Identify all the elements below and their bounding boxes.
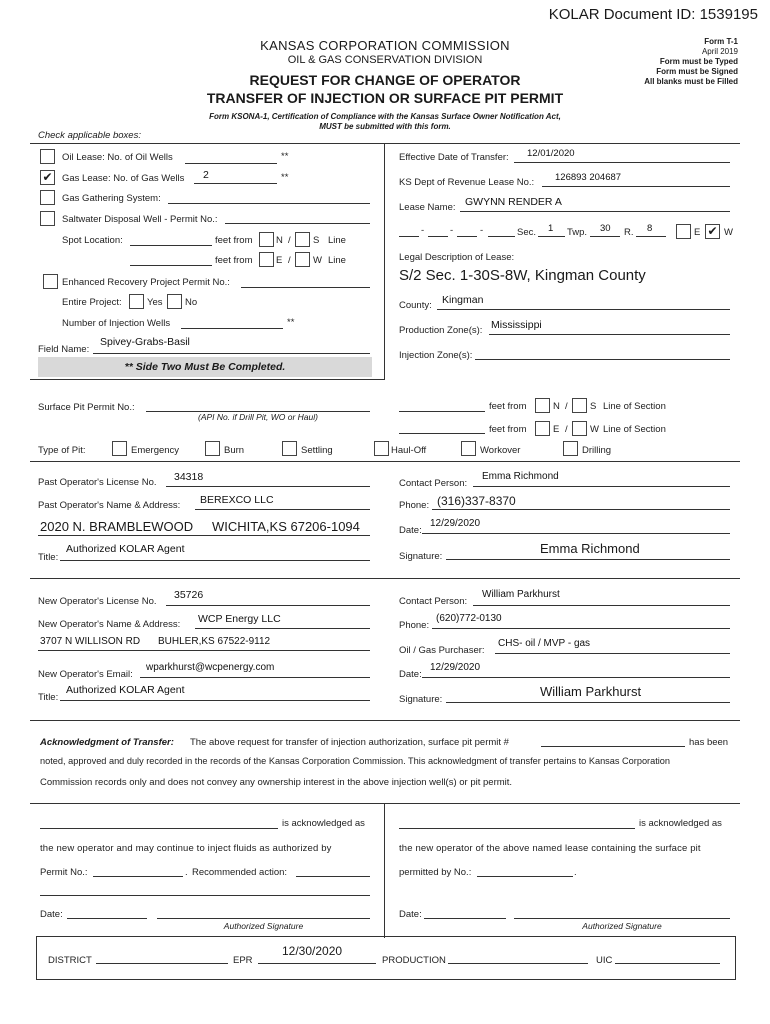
- production-label: PRODUCTION: [382, 955, 446, 966]
- spot-e-checkbox[interactable]: [259, 252, 274, 267]
- w-label: W: [313, 255, 322, 266]
- new-title-label: Title:: [38, 692, 59, 703]
- s-label: S: [313, 235, 320, 246]
- ack-permitted-by-label: permitted by No.:: [399, 867, 472, 878]
- past-date-value[interactable]: 12/29/2020: [430, 518, 481, 529]
- feet-from-label: feet from: [489, 424, 527, 435]
- pit-s-checkbox[interactable]: [572, 398, 587, 413]
- pit-type-drilling: Drilling: [582, 445, 612, 456]
- gas-gathering-checkbox[interactable]: [40, 190, 55, 205]
- feet-from-label: feet from: [215, 255, 253, 266]
- new-signature-label: Signature:: [399, 694, 443, 705]
- required-mark: **: [287, 317, 295, 328]
- past-license-value[interactable]: 34318: [174, 471, 204, 483]
- new-name-value[interactable]: WCP Energy LLC: [198, 613, 281, 625]
- new-address-value[interactable]: 3707 N WILLISON RD: [40, 636, 141, 647]
- pit-drilling-checkbox[interactable]: [563, 441, 578, 456]
- range-value[interactable]: 8: [647, 223, 653, 234]
- past-name-label: Past Operator's Name & Address:: [38, 500, 181, 511]
- past-contact-label: Contact Person:: [399, 478, 468, 489]
- pit-workover-checkbox[interactable]: [461, 441, 476, 456]
- ks-dept-value[interactable]: 126893 204687: [555, 172, 622, 183]
- entire-project-label: Entire Project:: [62, 297, 122, 308]
- sec-value[interactable]: 1: [548, 223, 554, 234]
- pit-n-checkbox[interactable]: [535, 398, 550, 413]
- uic-label: UIC: [596, 955, 613, 966]
- slash: /: [288, 255, 291, 266]
- ack-line1: The above request for transfer of injection authorization, surface pit permit #: [190, 737, 509, 748]
- feet-from-label: feet from: [215, 235, 253, 246]
- ack-right-date-label: Date:: [399, 909, 422, 920]
- form-title-1: REQUEST FOR CHANGE OF OPERATOR: [249, 72, 521, 88]
- n-label: N: [276, 235, 283, 246]
- new-contact-value[interactable]: William Parkhurst: [482, 589, 560, 600]
- new-contact-label: Contact Person:: [399, 596, 468, 607]
- epr-date-value[interactable]: 12/30/2020: [282, 944, 343, 958]
- spot-s-checkbox[interactable]: [295, 232, 310, 247]
- spot-w-checkbox[interactable]: [295, 252, 310, 267]
- past-license-label: Past Operator's License No.: [38, 477, 157, 488]
- entire-project-no-checkbox[interactable]: [167, 294, 182, 309]
- form-note-filled: All blanks must be Filled: [644, 77, 738, 86]
- ack-heading: Acknowledgment of Transfer:: [40, 737, 174, 748]
- ack-right-auth-signature: Authorized Signature: [582, 921, 662, 931]
- new-purchaser-label: Oil / Gas Purchaser:: [399, 645, 485, 656]
- injection-zone-label: Injection Zone(s):: [399, 350, 473, 361]
- entire-project-yes-checkbox[interactable]: [129, 294, 144, 309]
- new-date-value[interactable]: 12/29/2020: [430, 662, 481, 673]
- ack-right-text: the new operator of the above named lease containing the surface pit: [399, 843, 701, 854]
- slash: /: [565, 401, 568, 412]
- lease-name-value[interactable]: GWYNN RENDER A: [465, 196, 562, 208]
- field-name-value[interactable]: Spivey-Grabs-Basil: [100, 336, 190, 348]
- line-label: Line: [328, 255, 346, 266]
- line-of-section-label: Line of Section: [603, 401, 666, 412]
- e-label: E: [694, 227, 701, 238]
- past-signature-value[interactable]: Emma Richmond: [540, 541, 640, 556]
- pit-type-settling: Settling: [301, 445, 333, 456]
- swd-checkbox[interactable]: [40, 211, 55, 226]
- field-name-label: Field Name:: [38, 344, 90, 355]
- district-label: DISTRICT: [48, 955, 92, 966]
- e-label: E: [553, 424, 560, 435]
- new-date-label: Date:: [399, 669, 422, 680]
- required-mark: **: [281, 151, 289, 162]
- spot-n-checkbox[interactable]: [259, 232, 274, 247]
- past-phone-value[interactable]: (316)337-8370: [437, 494, 516, 508]
- eor-checkbox[interactable]: [43, 274, 58, 289]
- county-label: County:: [399, 300, 432, 311]
- pit-type-workover: Workover: [480, 445, 521, 456]
- ack-line2: noted, approved and duly recorded in the records of the Kansas Corporation Commission. This acknowledgment of transfer pertains to Kansas Corporation: [40, 756, 671, 766]
- new-title-value[interactable]: Authorized KOLAR Agent: [66, 684, 185, 696]
- form-number: Form T-1: [704, 37, 738, 46]
- swd-label: Saltwater Disposal Well - Permit No.:: [62, 214, 218, 225]
- pit-burn-checkbox[interactable]: [205, 441, 220, 456]
- gas-lease-label: Gas Lease: No. of Gas Wells: [62, 173, 185, 184]
- range-label: R.: [624, 227, 634, 238]
- n-label: N: [553, 401, 560, 412]
- eor-label: Enhanced Recovery Project Permit No.:: [62, 277, 230, 288]
- ksona-note-2: MUST be submitted with this form.: [319, 122, 451, 131]
- form-title-2: TRANSFER OF INJECTION OR SURFACE PIT PERMIT: [206, 90, 564, 106]
- gas-gathering-label: Gas Gathering System:: [62, 193, 161, 204]
- api-note: (API No. if Drill Pit, WO or Haul): [198, 412, 318, 422]
- ack-recommended-label: Recommended action:: [192, 867, 288, 878]
- past-date-label: Date:: [399, 525, 422, 536]
- effective-date-label: Effective Date of Transfer:: [399, 152, 509, 163]
- past-title-label: Title:: [38, 552, 59, 563]
- spot-location-label: Spot Location:: [62, 235, 123, 246]
- new-phone-label: Phone:: [399, 620, 430, 631]
- past-city-value[interactable]: WICHITA,KS 67206-1094: [212, 519, 360, 534]
- ack-left-text: the new operator and may continue to inject fluids as authorized by: [40, 843, 332, 854]
- range-w-checkbox[interactable]: ✔: [705, 224, 720, 239]
- document-id: KOLAR Document ID: 1539195: [548, 6, 758, 23]
- ack-has-been: has been: [689, 737, 729, 748]
- new-email-label: New Operator's Email:: [38, 669, 133, 680]
- feet-from-label: feet from: [489, 401, 527, 412]
- ksona-note: Form KSONA-1, Certification of Compliance with the Kansas Surface Owner Notification Act,: [209, 112, 561, 121]
- pit-emergency-checkbox[interactable]: [112, 441, 127, 456]
- form-date: April 2019: [701, 47, 738, 56]
- form-note-signed: Form must be Signed: [656, 67, 738, 76]
- ack-right-is-acknowledged: is acknowledged as: [639, 818, 722, 829]
- w-label: W: [590, 424, 599, 435]
- pit-type-label: Type of Pit:: [38, 445, 86, 456]
- new-signature-value[interactable]: William Parkhurst: [540, 684, 642, 699]
- yes-label: Yes: [147, 297, 163, 308]
- county-value[interactable]: Kingman: [442, 294, 484, 306]
- pit-e-checkbox[interactable]: [535, 421, 550, 436]
- e-label: E: [276, 255, 283, 266]
- epr-label: EPR: [233, 955, 253, 966]
- line-of-section-label: Line of Section: [603, 424, 666, 435]
- slash: /: [565, 424, 568, 435]
- pit-type-emergency: Emergency: [131, 445, 180, 456]
- pit-w-checkbox[interactable]: [572, 421, 587, 436]
- pit-permit-label: Surface Pit Permit No.:: [38, 402, 135, 413]
- pit-hauloff-checkbox[interactable]: [374, 441, 389, 456]
- division-name: OIL & GAS CONSERVATION DIVISION: [287, 54, 483, 66]
- num-injection-label: Number of Injection Wells: [62, 318, 171, 329]
- twp-label: Twp.: [567, 227, 588, 238]
- new-phone-value[interactable]: (620)772-0130: [436, 613, 502, 624]
- side-two-note: ** Side Two Must Be Completed.: [124, 361, 286, 373]
- new-purchaser-value[interactable]: CHS- oil / MVP - gas: [498, 638, 591, 649]
- twp-value[interactable]: 30: [600, 223, 611, 234]
- new-license-label: New Operator's License No.: [38, 596, 157, 607]
- slash: /: [288, 235, 291, 246]
- ack-left-auth-signature: Authorized Signature: [223, 921, 304, 931]
- check-applicable-label: Check applicable boxes:: [38, 130, 141, 141]
- new-city-value[interactable]: BUHLER,KS 67522-9112: [158, 636, 271, 647]
- line-label: Line: [328, 235, 346, 246]
- ack-left-is-acknowledged: is acknowledged as: [282, 818, 365, 829]
- s-label: S: [590, 401, 597, 412]
- ks-dept-label: KS Dept of Revenue Lease No.:: [399, 177, 535, 188]
- gas-lease-checkbox[interactable]: ✔: [40, 170, 55, 185]
- production-zone-value[interactable]: Mississippi: [491, 319, 542, 331]
- past-phone-label: Phone:: [399, 500, 430, 511]
- oil-lease-label: Oil Lease: No. of Oil Wells: [62, 152, 173, 163]
- past-signature-label: Signature:: [399, 551, 443, 562]
- ack-line3: Commission records only and does not convey any ownership interest in the above injection well(s) or pit permit.: [40, 777, 513, 788]
- pit-settling-checkbox[interactable]: [282, 441, 297, 456]
- pit-type-burn: Burn: [224, 445, 245, 456]
- ack-permit-no-label: Permit No.:: [40, 867, 88, 878]
- range-e-checkbox[interactable]: [676, 224, 691, 239]
- gas-wells-value[interactable]: 2: [203, 169, 209, 181]
- past-title-value[interactable]: Authorized KOLAR Agent: [66, 543, 185, 555]
- lease-name-label: Lease Name:: [399, 202, 456, 213]
- ack-left-date-label: Date:: [40, 909, 63, 920]
- oil-lease-checkbox[interactable]: [40, 149, 55, 164]
- past-address-value[interactable]: 2020 N. BRAMBLEWOOD: [40, 519, 194, 534]
- w-label: W: [724, 227, 733, 238]
- new-email-value[interactable]: wparkhurst@wcpenergy.com: [146, 662, 275, 673]
- past-contact-value[interactable]: Emma Richmond: [482, 471, 559, 482]
- no-label: No: [185, 297, 198, 308]
- form-note-typed: Form must be Typed: [659, 57, 738, 66]
- agency-name: KANSAS CORPORATION COMMISSION: [260, 38, 510, 53]
- required-mark: **: [281, 172, 289, 183]
- sec-label: Sec.: [517, 227, 537, 238]
- past-name-value[interactable]: BEREXCO LLC: [200, 494, 274, 506]
- new-name-label: New Operator's Name & Address:: [38, 619, 181, 630]
- production-zone-label: Production Zone(s):: [399, 325, 483, 336]
- new-license-value[interactable]: 35726: [174, 589, 204, 601]
- pit-type-hauloff: Haul-Off: [391, 445, 427, 456]
- effective-date-value[interactable]: 12/01/2020: [527, 148, 575, 159]
- legal-desc-label: Legal Description of Lease:: [399, 252, 515, 263]
- legal-desc-value[interactable]: S/2 Sec. 1-30S-8W, Kingman County: [399, 267, 646, 284]
